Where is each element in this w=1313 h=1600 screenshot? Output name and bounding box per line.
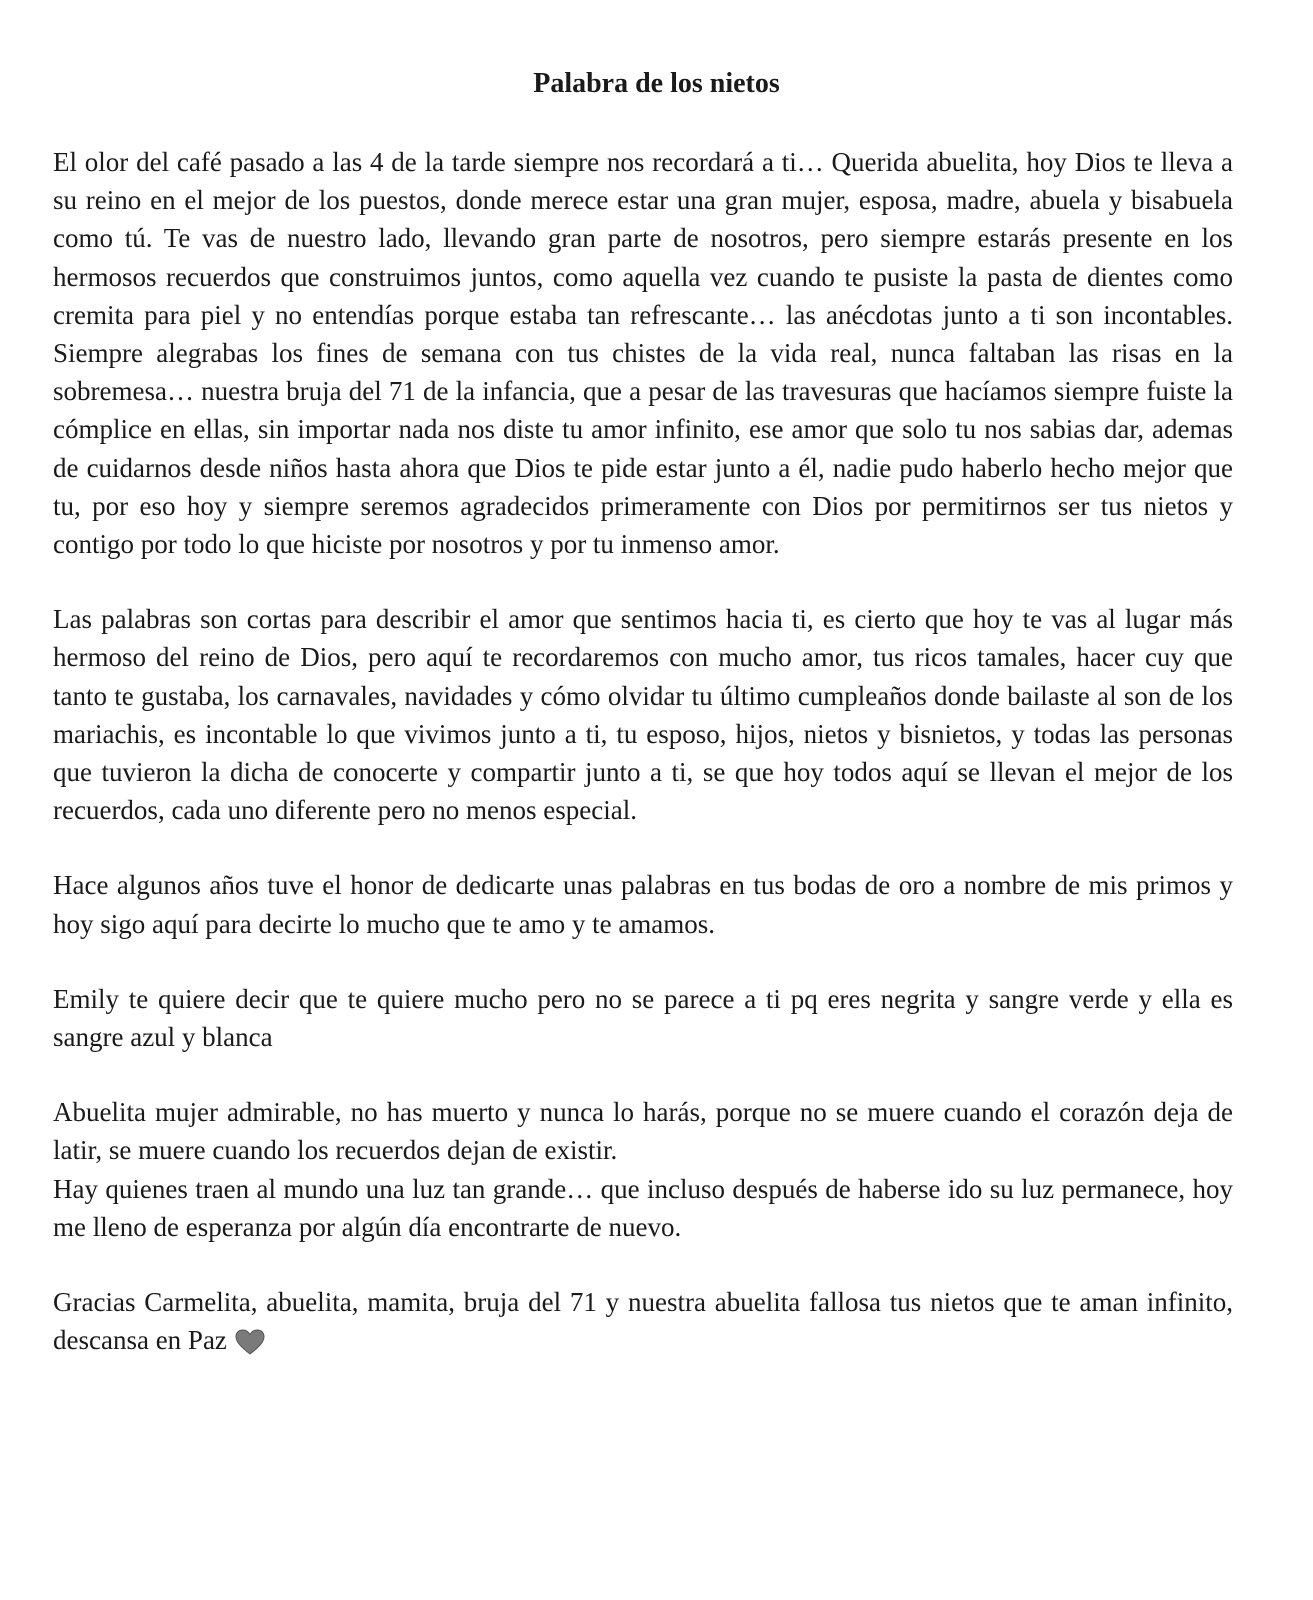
paragraph-3 bbox=[53, 866, 1233, 942]
paragraph-line: Las palabras son cortas para describir el amor que sentimos hacia ti, es cierto que hoy te vas al lugar más hermoso del reino de Dios, pero aquí te recordaremos con mucho amor, tus ricos tamales, hacer cuy que tanto te gustaba, los carnavales, navidades y cómo olvidar tu último cumpleaños donde bailaste al son de los mariachis, es incontable lo que vivimos junto a ti, tu esposo, hijos, nietos y bisnietos, y todas las personas que tuvieron la dicha de conocerte y compartir junto a ti, se que hoy todos aquí se llevan el mejor de los recuerdos, cada uno diferente pero no menos especial. bbox=[53, 604, 1233, 826]
paragraph-6 bbox=[53, 1283, 1233, 1359]
paragraph-2 bbox=[53, 600, 1233, 829]
paragraph-line: El olor del café pasado a las 4 de la tarde siempre nos recordará a ti… Querida abuelita, hoy Dios te lleva a su reino en el mejor de los puestos, donde merece estar una gran mujer, esposa, madre, abuela y bisabuela como tú. Te vas de nuestro lado, llevando gran parte de nosotros, pero siempre estarás presente en los hermosos recuerdos que construimos juntos, como aquella vez cuando te pusiste la pasta de dientes como cremita para piel y no entendías porque estaba tan refrescante… las anécdotas junto a ti son incontables. Siempre alegrabas los fines de semana con tus chistes de la vida real, nunca faltaban las risas en la sobremesa… nuestra bruja del 71 de la infancia, que a pesar de las travesuras que hacíamos siempre fuiste la cómplice en ellas, sin importar nada nos diste tu amor infinito, ese amor que solo tu nos sabias dar, ademas de cuidarnos desde niños hasta ahora que Dios te pide estar junto a él, nadie pudo haberlo hecho mejor que tu, por eso hoy y siempre seremos agradecidos primeramente con Dios por permitirnos ser tus nietos y contigo por todo lo que hiciste por nosotros y por tu inmenso amor. bbox=[53, 147, 1233, 560]
paragraph-line: Emily te quiere decir que te quiere mucho pero no se parece a ti pq eres negrita y sangre verde y ella es sangre azul y blanca bbox=[53, 983, 1233, 1053]
paragraph-line: Abuelita mujer admirable, no has muerto y nunca lo harás, porque no se muere cuando el corazón deja de latir, se muere cuando los recuerdos dejan de existir. bbox=[53, 1097, 1233, 1166]
paragraph-line: Hay quienes traen al mundo una luz tan grande… que incluso después de haberse ido su luz permanece, hoy me lleno de esperanza por algún día encontrarte de nuevo. bbox=[53, 1173, 1233, 1242]
heart-icon bbox=[235, 1328, 265, 1355]
document-body bbox=[53, 143, 1233, 1396]
paragraph-5 bbox=[53, 1093, 1233, 1246]
paragraph-line: Gracias Carmelita, abuelita, mamita, bruja del 71 y nuestra abuelita fallosa tus nietos que te aman infinito, descansa en Paz bbox=[53, 1287, 1233, 1356]
paragraph-line: Hace algunos años tuve el honor de dedicarte unas palabras en tus bodas de oro a nombre de mis primos y hoy sigo aquí para decirte lo mucho que te amo y te amamos. bbox=[53, 870, 1233, 939]
document-title: Palabra de los nietos bbox=[533, 68, 780, 99]
paragraph-1 bbox=[53, 143, 1233, 563]
paragraph-4 bbox=[53, 980, 1233, 1056]
